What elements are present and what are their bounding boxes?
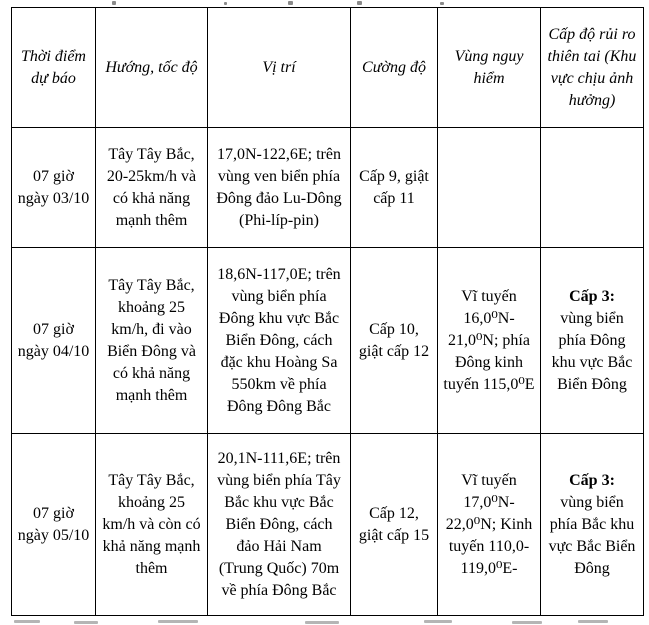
risk-level-label: Cấp 3: bbox=[569, 287, 615, 305]
cropped-text-fragment bbox=[288, 1, 293, 5]
risk-area-text: vùng biển phía Bắc khu vực Bắc Biển Đông bbox=[548, 493, 636, 577]
cell-direction-speed: Tây Tây Bắc, khoảng 25 km/h và còn có khả năng mạnh thêm bbox=[96, 434, 208, 616]
cell-danger-zone bbox=[438, 128, 541, 248]
storm-forecast-table bbox=[11, 7, 644, 616]
cell-position: 20,1N-111,6E; trên vùng biển phía Tây Bắc khu vực Bắc Biển Đông, cách đảo Hải Nam (Trung Quốc) 70m về phía Đông Bắc bbox=[208, 434, 351, 616]
risk-area-text: vùng biển phía Đông khu vực Bắc Biển Đông bbox=[551, 309, 633, 393]
cropped-text-fragment bbox=[305, 621, 339, 624]
cell-intensity: Cấp 10, giật cấp 12 bbox=[351, 248, 438, 434]
risk-level-label: Cấp 3: bbox=[569, 471, 615, 489]
cell-risk bbox=[541, 434, 644, 616]
cell-forecast-time: 07 giờ ngày 05/10 bbox=[12, 434, 96, 616]
cell-position: 17,0N-122,6E; trên vùng ven biển phía Đông đảo Lu-Dông (Phi-líp-pin) bbox=[208, 128, 351, 248]
cropped-text-fragment bbox=[424, 620, 452, 623]
table-row bbox=[12, 434, 644, 616]
cell-position: 18,6N-117,0E; trên vùng biển phía Đông khu vực Bắc Biển Đông, cách đặc khu Hoàng Sa 550km về phía Đông Đông Bắc bbox=[208, 248, 351, 434]
cell-intensity: Cấp 12, giật cấp 15 bbox=[351, 434, 438, 616]
cropped-text-fragment bbox=[578, 620, 608, 623]
cell-forecast-time: 07 giờ ngày 03/10 bbox=[12, 128, 96, 248]
cell-danger-zone: Vĩ tuyến 16,0⁰N-21,0⁰N; phía Đông kinh tuyến 115,0⁰E bbox=[438, 248, 541, 434]
cropped-text-fragment bbox=[14, 620, 40, 623]
cell-risk bbox=[541, 248, 644, 434]
header-intensity: Cường độ bbox=[351, 8, 438, 128]
cell-intensity: Cấp 9, giật cấp 11 bbox=[351, 128, 438, 248]
cell-risk bbox=[541, 128, 644, 248]
cropped-text-fragment bbox=[357, 1, 362, 5]
header-danger-zone: Vùng nguy hiểm bbox=[438, 8, 541, 128]
header-risk-level: Cấp độ rủi ro thiên tai (Khu vực chịu ảnh hưởng) bbox=[541, 8, 644, 128]
cropped-text-fragment bbox=[158, 620, 198, 623]
table-row bbox=[12, 248, 644, 434]
cropped-text-fragment bbox=[512, 621, 542, 624]
cell-direction-speed: Tây Tây Bắc, 20-25km/h và có khả năng mạnh thêm bbox=[96, 128, 208, 248]
cell-danger-zone: Vĩ tuyến 17,0⁰N-22,0⁰N; Kinh tuyến 110,0-119,0⁰E- bbox=[438, 434, 541, 616]
cropped-text-fragment bbox=[440, 2, 444, 5]
cell-direction-speed: Tây Tây Bắc, khoảng 25 km/h, đi vào Biển Đông và có khả năng mạnh thêm bbox=[96, 248, 208, 434]
table-row bbox=[12, 128, 644, 248]
header-position: Vị trí bbox=[208, 8, 351, 128]
header-forecast-time: Thời điểm dự báo bbox=[12, 8, 96, 128]
cropped-text-fragment bbox=[112, 1, 116, 5]
header-row bbox=[12, 8, 644, 128]
cell-forecast-time: 07 giờ ngày 04/10 bbox=[12, 248, 96, 434]
cropped-text-fragment bbox=[224, 2, 227, 5]
header-direction-speed: Hướng, tốc độ bbox=[96, 8, 208, 128]
cropped-text-fragment bbox=[74, 621, 98, 624]
